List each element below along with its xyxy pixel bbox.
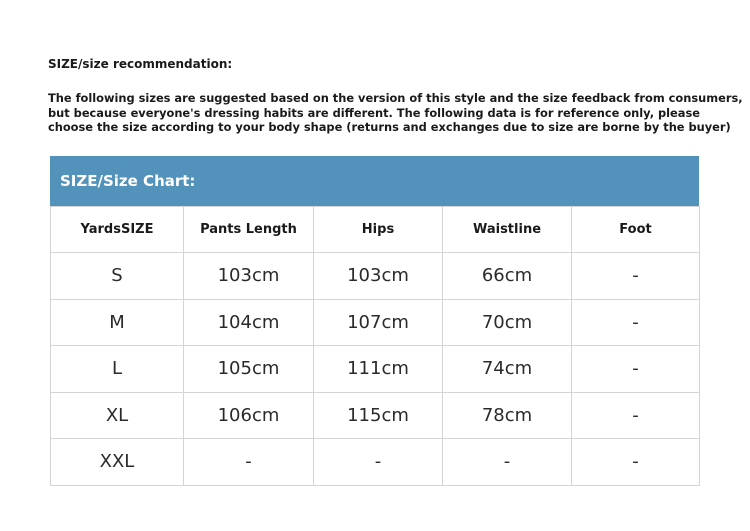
column-header-yards-size: YardsSIZE bbox=[51, 207, 184, 253]
column-header-foot: Foot bbox=[572, 207, 700, 253]
waistline-cell: 78cm bbox=[443, 392, 572, 439]
table-row bbox=[51, 253, 700, 300]
foot-cell: - bbox=[572, 392, 700, 439]
recommendation-text bbox=[48, 91, 743, 135]
waistline-cell: 74cm bbox=[443, 346, 572, 393]
hips-cell: - bbox=[314, 439, 443, 486]
size-chart bbox=[50, 156, 699, 486]
pants-length-cell: 106cm bbox=[184, 392, 314, 439]
intro-line: but because everyone's dressing habits are different. The following data is for reference only, please bbox=[48, 105, 700, 120]
column-header-pants-length: Pants Length bbox=[184, 207, 314, 253]
pants-length-cell: 104cm bbox=[184, 299, 314, 346]
column-header-hips: Hips bbox=[314, 207, 443, 253]
size-table bbox=[50, 206, 700, 486]
size-cell: S bbox=[51, 253, 184, 300]
table-row bbox=[51, 299, 700, 346]
table-header-row bbox=[51, 207, 700, 253]
table-row bbox=[51, 346, 700, 393]
size-cell: XXL bbox=[51, 439, 184, 486]
intro-line: The following sizes are suggested based on the version of this style and the size feedback from consumers, bbox=[48, 91, 743, 105]
hips-cell: 111cm bbox=[314, 346, 443, 393]
foot-cell: - bbox=[572, 346, 700, 393]
foot-cell: - bbox=[572, 299, 700, 346]
pants-length-cell: - bbox=[184, 439, 314, 486]
waistline-cell: - bbox=[443, 439, 572, 486]
foot-cell: - bbox=[572, 439, 700, 486]
intro-line: choose the size according to your body shape (returns and exchanges due to size are borne by the buyer) bbox=[48, 120, 731, 134]
size-cell: XL bbox=[51, 392, 184, 439]
size-cell: L bbox=[51, 346, 184, 393]
table-row bbox=[51, 392, 700, 439]
foot-cell: - bbox=[572, 253, 700, 300]
column-header-waistline: Waistline bbox=[443, 207, 572, 253]
waistline-cell: 70cm bbox=[443, 299, 572, 346]
hips-cell: 107cm bbox=[314, 299, 443, 346]
hips-cell: 103cm bbox=[314, 253, 443, 300]
size-chart-title: SIZE/Size Chart: bbox=[50, 156, 699, 206]
pants-length-cell: 103cm bbox=[184, 253, 314, 300]
table-row bbox=[51, 439, 700, 486]
hips-cell: 115cm bbox=[314, 392, 443, 439]
pants-length-cell: 105cm bbox=[184, 346, 314, 393]
size-cell: M bbox=[51, 299, 184, 346]
waistline-cell: 66cm bbox=[443, 253, 572, 300]
recommendation-heading: SIZE/size recommendation: bbox=[48, 57, 233, 71]
